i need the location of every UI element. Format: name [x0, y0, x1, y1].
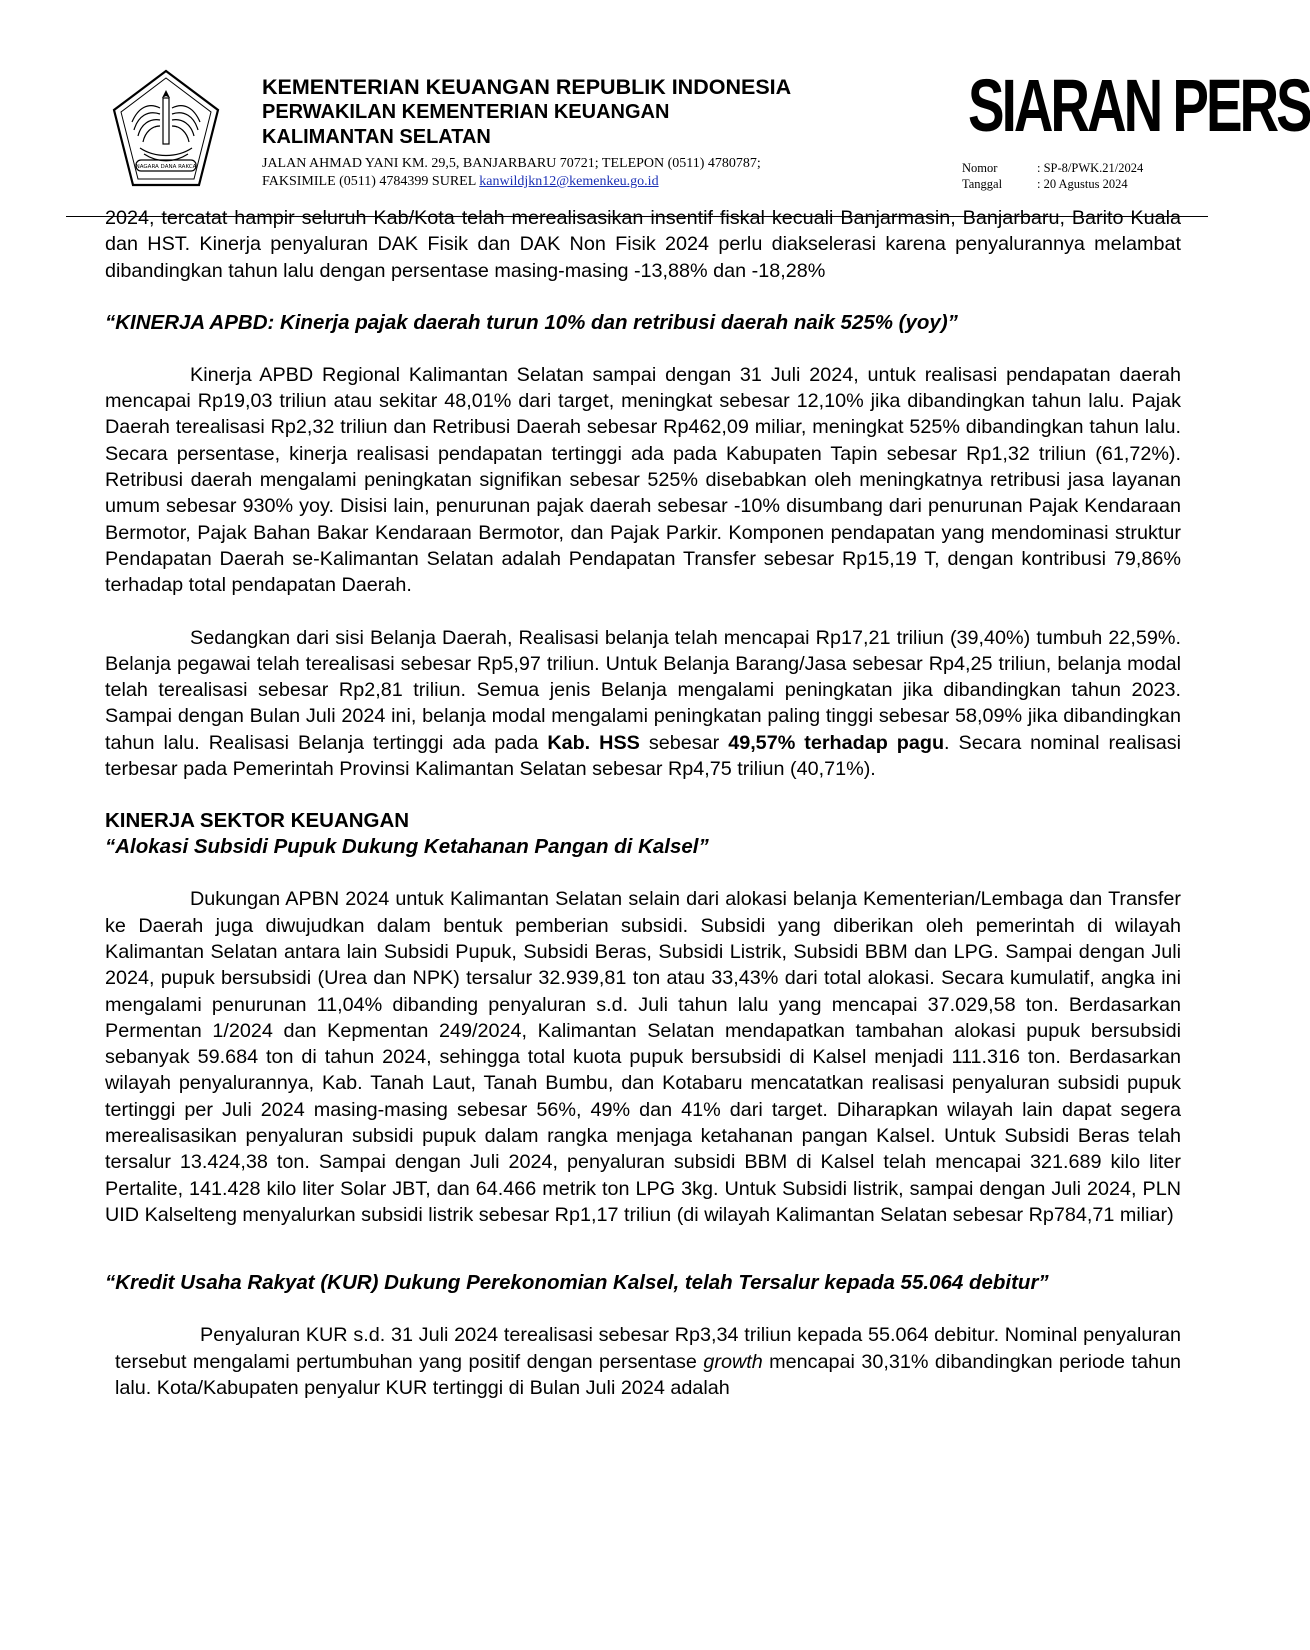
- letterhead: [0, 0, 1310, 215]
- address-line-2: [262, 173, 902, 191]
- paragraph-belanja: [105, 625, 1181, 783]
- belanja-text-2: sebesar: [639, 731, 729, 754]
- fax-text: FAKSIMILE (0511) 4784399 SUREL: [262, 174, 480, 189]
- tanggal-label: Tanggal: [962, 177, 1003, 191]
- document-body: [105, 205, 1181, 1401]
- ministry-emblem-icon: [110, 68, 222, 190]
- paragraph-subsidi: Dukungan APBN 2024 untuk Kalimantan Selatan selain dari alokasi belanja Kementerian/Lembaga dan Transfer ke Daerah juga diwujudkan dalam bentuk pemberian subsidi. Subsidi yang diberikan oleh pemerintah di wilayah Kalimantan Selatan antara lain Subsidi Pupuk, Subsidi Beras, Subsidi Listrik, Subsidi BBM dan LPG. Sampai dengan Juli 2024, pupuk bersubsidi (Urea dan NPK) tersalur 32.939,81 ton atau 33,43% dari total alokasi. Secara kumulatif, angka ini mengalami penurunan 11,04% dibanding penyaluran s.d. Juli tahun lalu yang mencapai 37.029,58 ton. Berdasarkan Permentan 1/2024 dan Kepmentan 249/2024, Kalimantan Selatan mendapatkan tambahan alokasi pupuk bersubsidi sebanyak 59.684 ton di tahun 2024, sehingga total kuota pupuk bersubsidi di Kalsel menjadi 111.316 ton. Berdasarkan wilayah penyalurannya, Kab. Tanah Laut, Tanah Bumbu, dan Kotabaru mencatatkan realisasi penyaluran subsidi pupuk tertinggi per Juli 2024 masing-masing sebesar 56%, 49% dan 41% dari target. Diharapkan wilayah lain dapat segera merealisasikan penyaluran subsidi pupuk dalam rangka menjaga ketahanan pangan Kalsel. Untuk Subsidi Beras telah tersalur 13.424,38 ton. Sampai dengan Juli 2024, penyaluran subsidi BBM di Kalsel telah mencapai 321.689 kilo liter Pertalite, 141.428 kilo liter Solar JBT, dan 64.466 metrik ton LPG 3kg. Untuk Subsidi listrik, sampai dengan Juli 2024, PLN UID Kalselteng menyalurkan subsidi listrik sebesar Rp1,17 triliun (di wilayah Kalimantan Selatan sebesar Rp784,71 miliar): [105, 888, 1181, 1226]
- svg-text:NAGARA DANA RAKCA: NAGARA DANA RAKCA: [135, 164, 197, 170]
- heading-kinerja-apbd: “KINERJA APBD: Kinerja pajak daerah turun 10% dan retribusi daerah naik 525% (yoy)”: [105, 310, 958, 334]
- paragraph-pendapatan: Kinerja APBD Regional Kalimantan Selatan sampai dengan 31 Juli 2024, untuk realisasi pendapatan daerah mencapai Rp19,03 triliun atau sekitar 48,01% dari target, meningkat sebesar 12,10% jika dibandingkan tahun lalu. Pajak Daerah terealisasi Rp2,32 triliun dan Retribusi Daerah sebesar Rp462,09 miliar, meningkat 525% dibandingkan tahun lalu. Secara persentase, kinerja realisasi pendapatan tertinggi ada pada Kabupaten Tapin sebesar Rp1,32 triliun (61,72%). Retribusi daerah mengalami peningkatan signifikan sebesar 525% disebabkan oleh meningkatnya retribusi jasa layanan umum sebesar 930% yoy. Disisi lain, penurunan pajak daerah sebesar -10% disumbang dari penurunan Pajak Kendaraan Bermotor, Pajak Bahan Bakar Kendaraan Bermotor, dan Pajak Parkir. Komponen pendapatan yang mendominasi struktur Pendapatan Daerah se-Kalimantan Selatan adalah Pendapatan Transfer sebesar Rp15,19 T, dengan kontribusi 79,86% terhadap total pendapatan Daerah.: [105, 363, 1181, 597]
- address-line-1: JALAN AHMAD YANI KM. 29,5, BANJARBARU 70721; TELEPON (0511) 4780787;: [262, 156, 761, 171]
- kur-text-2: mencapai 30,31% dibandingkan periode tahun lalu. Kota/Kabupaten penyalur KUR tertinggi di Bulan Juli 2024 adalah: [115, 1350, 1181, 1399]
- email-link[interactable]: kanwildjkn12@kemenkeu.go.id: [479, 174, 659, 189]
- ministry-name: KEMENTERIAN KEUANGAN REPUBLIK INDONESIA: [262, 75, 792, 99]
- heading-subsidi-pupuk: “Alokasi Subsidi Pupuk Dukung Ketahanan Pangan di Kalsel”: [105, 835, 709, 859]
- heading-kur: “Kredit Usaha Rakyat (KUR) Dukung Perekonomian Kalsel, telah Tersalur kepada 55.064 debitur”: [105, 1271, 1049, 1295]
- tanggal-value: : 20 Agustus 2024: [1037, 177, 1128, 191]
- press-release-title: SIARAN PERS: [968, 64, 1310, 147]
- belanja-text-3: . Secara nominal realisasi terbesar pada Pemerintah Provinsi Kalimantan Selatan sebesar Rp4,75 triliun (40,71%).: [105, 731, 1181, 781]
- belanja-bold-percent: 49,57% terhadap pagu: [728, 731, 945, 754]
- office-region: KALIMANTAN SELATAN: [262, 126, 491, 148]
- office-name: PERWAKILAN KEMENTERIAN KEUANGAN: [262, 101, 670, 123]
- header-rule: [66, 216, 1208, 217]
- paragraph-kur: [115, 1322, 1181, 1401]
- paragraph-dak: 2024, tercatat hampir seluruh Kab/Kota telah merealisasikan insentif fiskal kecuali Banjarmasin, Banjarbaru, Barito Kuala dan HST. Kinerja penyaluran DAK Fisik dan DAK Non Fisik 2024 perlu diakselerasi karena penyalurannya melambat dibandingkan tahun lalu dengan persentase masing-masing -13,88% dan -18,28%: [105, 207, 1181, 282]
- kur-text-1: Penyaluran KUR s.d. 31 Juli 2024 terealisasi sebesar Rp3,34 triliun kepada 55.064 debitur. Nominal penyaluran tersebut mengalami pertumbuhan yang positif dengan persentase: [115, 1324, 1181, 1373]
- nomor-value: : SP-8/PWK.21/2024: [1037, 161, 1144, 175]
- organization-block: [262, 74, 902, 191]
- nomor-label: Nomor: [962, 161, 998, 175]
- belanja-text-1: Sedangkan dari sisi Belanja Daerah, Realisasi belanja telah mencapai Rp17,21 triliun (39,40%) tumbuh 22,59%. Belanja pegawai telah terealisasi sebesar Rp5,97 triliun. Untuk Belanja Barang/Jasa sebesar Rp4,25 triliun, belanja modal telah terealisasi sebesar Rp2,81 triliun. Semua jenis Belanja mengalami peningkatan jika dibandingkan tahun 2023. Sampai dengan Bulan Juli 2024 ini, belanja modal mengalami peningkatan paling tinggi sebesar 58,09% jika dibandingkan tahun lalu. Realisasi Belanja tertinggi ada pada: [105, 626, 1181, 754]
- document-meta: [962, 160, 1143, 192]
- heading-sektor-keuangan: KINERJA SEKTOR KEUANGAN: [105, 809, 410, 833]
- belanja-bold-region: Kab. HSS: [547, 731, 640, 754]
- kur-italic-growth: growth: [703, 1350, 763, 1373]
